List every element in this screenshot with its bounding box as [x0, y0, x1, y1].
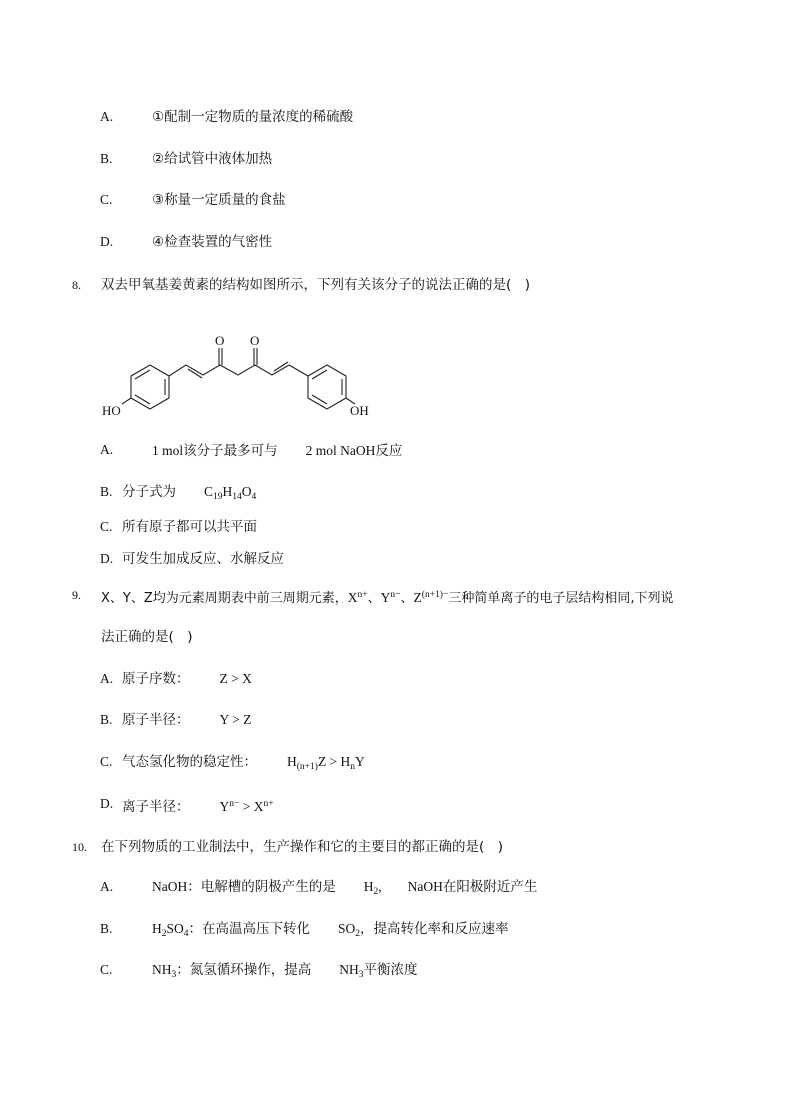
q9-option-d-label: D.	[100, 796, 114, 811]
q8-option-d-text: 可发生加成反应、水解反应	[122, 551, 284, 567]
q8-option-a-text: 1 mol该分子最多可与 2 mol NaOH反应	[152, 443, 403, 459]
q9-stem-line2: 法正确的是( )	[101, 629, 193, 645]
q9-option-a-text: 原子序数： Z > X	[122, 671, 252, 687]
q8-carbonyl-o-right: O	[250, 333, 260, 348]
q8-number: 8.	[72, 278, 81, 292]
q7-option-b-text: ②给试管中液体加热	[152, 151, 273, 167]
q7-option-c-label: C.	[100, 192, 113, 207]
q8-option-c-text: 所有原子都可以共平面	[122, 519, 257, 535]
q8-option-b-text: 分子式为 $C_{19}H_{14}O_4$	[122, 484, 257, 502]
q8-hydroxyl-left: HO	[102, 403, 121, 418]
q8-option-c-label: C.	[100, 519, 113, 534]
q10-option-a-text: NaOH：电解槽的阴极产生的是 $H_2$, NaOH在阳极附近产生	[152, 879, 538, 897]
q7-option-c-text: ③称量一定质量的食盐	[152, 192, 286, 208]
q9-stem-line1: X、Y、Z均为元素周期表中前三周期元素，$X^{n+}$、$Y^{n-}$、$Z^{(n+1)-}$三种简单离子的电子层结构相同,下列说	[101, 590, 674, 606]
q8-option-d-label: D.	[100, 551, 114, 566]
q10-option-b-label: B.	[100, 921, 113, 936]
q8-stem: 双去甲氧基姜黄素的结构如图所示，下列有关该分子的说法正确的是( )	[101, 277, 531, 293]
q10-option-b-text: $H_2SO_4$：在高温高压下转化 $SO_2$，提高转化率和反应速率	[152, 921, 509, 939]
q7-option-d-text: ④检查装置的气密性	[152, 234, 273, 250]
q10-option-c-label: C.	[100, 962, 113, 977]
q9-number: 9.	[72, 588, 81, 602]
q8-option-a-label: A.	[100, 442, 114, 457]
q8-structure-diagram	[98, 328, 388, 424]
q7-option-d-label: D.	[100, 234, 114, 249]
q8-option-b-label: B.	[100, 484, 113, 499]
q9-option-a-label: A.	[100, 671, 114, 686]
q7-option-a-label: A.	[100, 109, 114, 124]
q8-carbonyl-o-left: O	[215, 333, 225, 348]
q10-option-a-label: A.	[100, 879, 114, 894]
q10-number: 10.	[72, 840, 87, 854]
q9-option-b-text: 原子半径： Y > Z	[122, 712, 252, 728]
q10-stem: 在下列物质的工业制法中，生产操作和它的主要目的都正确的是( )	[101, 839, 504, 855]
q9-option-b-label: B.	[100, 712, 113, 727]
q7-option-b-label: B.	[100, 151, 113, 166]
q10-option-c-text: $NH_3$：氮氢循环操作，提高 $NH_3$平衡浓度	[152, 962, 418, 980]
q7-option-a-text: ①配制一定物质的量浓度的稀硫酸	[152, 109, 354, 125]
q9-option-d-text: 离子半径： $Y^{n-} > X^{n+}$	[122, 799, 274, 815]
q9-option-c-label: C.	[100, 754, 113, 769]
q9-option-c-text: 气态氢化物的稳定性： $H_{(n+1)}Z > H_nY$	[122, 754, 365, 772]
q8-hydroxyl-right: OH	[350, 403, 369, 418]
